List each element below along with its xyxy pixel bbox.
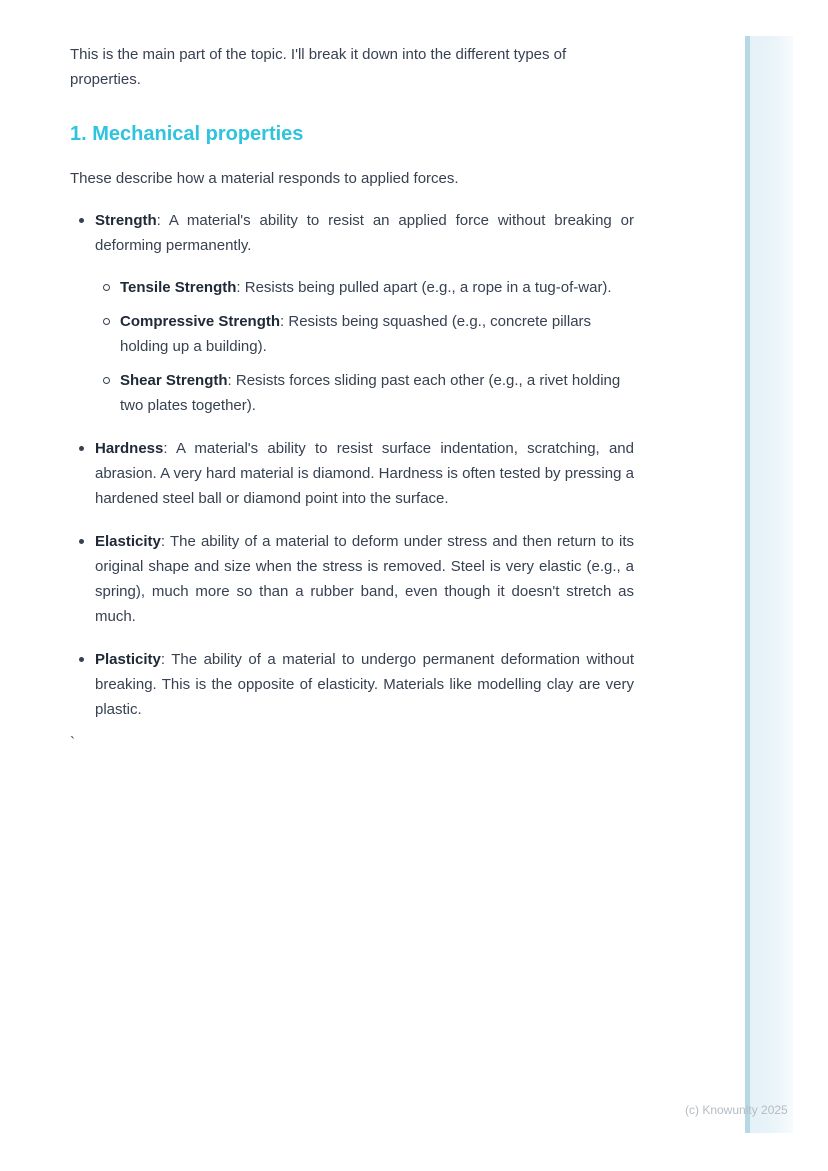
sub-list-item: [95, 275, 634, 300]
term-description: : A material's ability to resist surface indentation, scratching, and abrasion. A very hard material is diamond. Hardness is often tested by pressing a hardened steel ball or diamond point into the surface.: [95, 440, 634, 507]
watermark: (c) Knowunity 2025: [685, 1103, 788, 1117]
sub-list: [95, 275, 634, 418]
intro-paragraph: This is the main part of the topic. I'll break it down into the different types of properties.: [70, 46, 567, 88]
stray-character: `: [70, 734, 75, 751]
document-content: [70, 42, 634, 755]
term-label: Elasticity: [95, 533, 161, 550]
list-item: [70, 529, 634, 629]
term-label: Hardness: [95, 440, 164, 457]
term-description: : Resists forces sliding past each other (e.g., a rivet holding two plates together).: [120, 372, 621, 414]
term-label: Tensile Strength: [120, 279, 237, 296]
term-label: Plasticity: [95, 651, 161, 668]
term-description: : The ability of a material to undergo permanent deformation without breaking. This is the opposite of elasticity. Materials like modelling clay are very plastic.: [95, 651, 634, 718]
term-label: Strength: [95, 212, 157, 229]
term-description: : Resists being squashed (e.g., concrete pillars holding up a building).: [120, 313, 592, 355]
term-description: : The ability of a material to deform under stress and then return to its original shape and size when the stress is removed. Steel is very elastic (e.g., a spring), much more so than a rubber band, even though it doesn't stretch as much.: [95, 533, 634, 625]
side-margin-strip: [745, 36, 793, 1133]
section-subtitle: These describe how a material responds to applied forces.: [70, 170, 459, 187]
term-description: : A material's ability to resist an applied force without breaking or deforming permanently.: [95, 212, 634, 254]
term-label: Shear Strength: [120, 372, 228, 389]
term-label: Compressive Strength: [120, 313, 281, 330]
sub-list-item: [95, 309, 634, 359]
term-description: : Resists being pulled apart (e.g., a rope in a tug-of-war).: [236, 279, 612, 296]
list-item: [70, 208, 634, 418]
properties-list: [70, 208, 634, 722]
list-item: [70, 436, 634, 511]
sub-list-item: [95, 368, 634, 418]
section-heading: 1. Mechanical properties: [70, 123, 304, 145]
list-item: [70, 647, 634, 722]
